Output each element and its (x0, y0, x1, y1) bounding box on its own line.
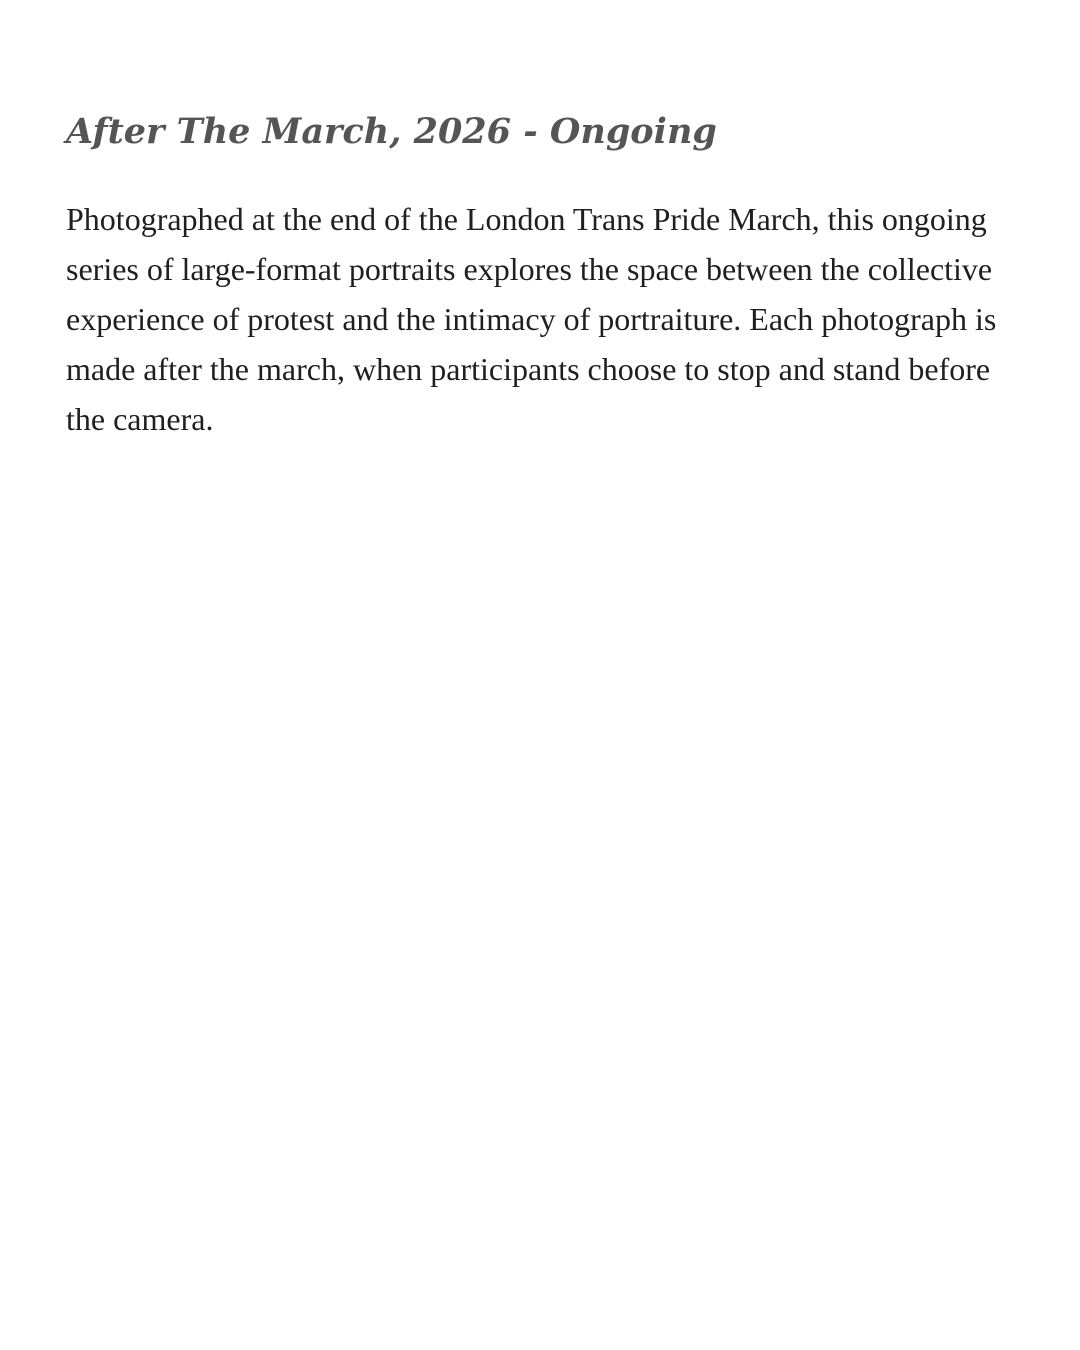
page-title: After The March, 2026 - Ongoing (66, 111, 717, 152)
project-text-block (66, 108, 1026, 444)
project-description: Photographed at the end of the London Trans Pride March, this ongoing series of large-format portraits explores the space between the collective experience of protest and the intimacy of portraiture. Each photograph is made after the march, when participants choose to stop and stand before the camera. (66, 201, 997, 437)
